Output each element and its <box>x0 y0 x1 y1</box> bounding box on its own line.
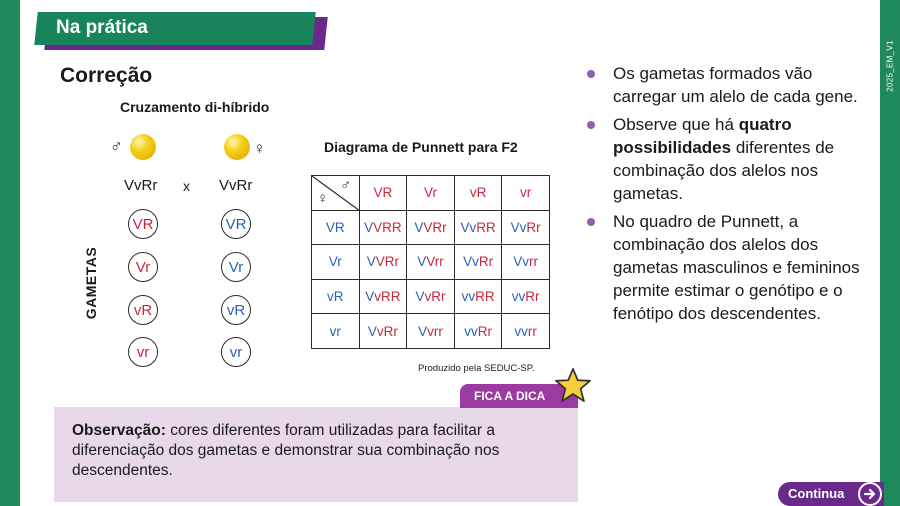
cross-symbol: x <box>183 178 190 194</box>
male-gamete: Vr <box>128 252 158 282</box>
punnett-cell: VVRr <box>407 210 455 245</box>
punnett-cell: VvRr <box>502 210 550 245</box>
col-header: VR <box>359 176 407 211</box>
male-genotype: VvRr <box>124 177 158 194</box>
punnett-cell: VvRr <box>359 314 407 349</box>
punnett-corner <box>312 176 360 211</box>
female-gamete: vR <box>221 295 251 325</box>
row-header: vr <box>312 314 360 349</box>
male-gamete: VR <box>128 209 158 239</box>
female-symbol-icon: ♀ <box>317 190 329 207</box>
gametes-label: GAMETAS <box>83 246 99 320</box>
punnett-cell: VvRr <box>407 279 455 314</box>
punnett-cell: vvRR <box>454 279 502 314</box>
male-symbol-icon: ♂ <box>340 177 352 194</box>
row-header: VR <box>312 210 360 245</box>
star-icon <box>554 366 592 404</box>
female-symbol-icon: ♀ <box>253 139 266 158</box>
punnett-cell: VvRR <box>454 210 502 245</box>
image-credit: Produzido pela SEDUC-SP. <box>418 363 535 374</box>
row-header: Vr <box>312 245 360 280</box>
punnett-cell: VVRR <box>359 210 407 245</box>
col-header: vr <box>502 176 550 211</box>
punnett-cell: VvRR <box>359 279 407 314</box>
female-genotype: VvRr <box>219 177 253 194</box>
section-label: Na prática <box>56 17 148 38</box>
female-gamete: Vr <box>221 252 251 282</box>
arrow-right-icon[interactable] <box>858 482 882 506</box>
bullet-item: No quadro de Punnett, a combinação dos alelos dos gametas masculinos e femininos permite estimar o genótipo e o fenótipo dos descendentes. <box>586 210 871 325</box>
punnett-cell: vvrr <box>502 314 550 349</box>
female-gamete: vr <box>221 337 251 367</box>
punnett-cell: VvRr <box>454 245 502 280</box>
page-title: Correção <box>60 64 153 87</box>
side-code: 2025_EM_V1 <box>885 40 895 92</box>
punnett-title: Diagrama de Punnett para F2 <box>324 139 518 155</box>
bullet-list <box>586 62 871 330</box>
col-header: Vr <box>407 176 455 211</box>
pea-seed-icon <box>224 134 250 160</box>
punnett-cell: vvRr <box>502 279 550 314</box>
continue-button[interactable]: Continua <box>778 482 884 506</box>
male-gamete: vr <box>128 337 158 367</box>
observation-box <box>54 407 578 502</box>
female-gamete: VR <box>221 209 251 239</box>
tip-tab: FICA A DICA <box>460 384 578 408</box>
punnett-cell: VVRr <box>359 245 407 280</box>
left-accent-bar <box>0 0 20 506</box>
bullet-item: Os gametas formados vão carregar um alelo de cada gene. <box>586 62 871 108</box>
observation-text: cores diferentes foram utilizadas para facilitar a diferenciação dos gametas e demonstrar sua combinação nos descendentes. <box>72 422 500 479</box>
punnett-cell: Vvrr <box>502 245 550 280</box>
pea-seed-icon <box>130 134 156 160</box>
male-symbol-icon: ♂ <box>110 137 123 156</box>
row-header: vR <box>312 279 360 314</box>
bullet-item: Observe que há quatro possibilidades diferentes de combinação dos alelos nos gametas. <box>586 113 871 205</box>
observation-lead: Observação: <box>72 422 166 439</box>
punnett-cell: vvRr <box>454 314 502 349</box>
cross-title: Cruzamento di-híbrido <box>120 99 270 115</box>
punnett-cell: VVrr <box>407 245 455 280</box>
punnett-square <box>311 175 550 349</box>
section-tab <box>36 12 326 48</box>
punnett-cell: Vvrr <box>407 314 455 349</box>
male-gamete: vR <box>128 295 158 325</box>
col-header: vR <box>454 176 502 211</box>
